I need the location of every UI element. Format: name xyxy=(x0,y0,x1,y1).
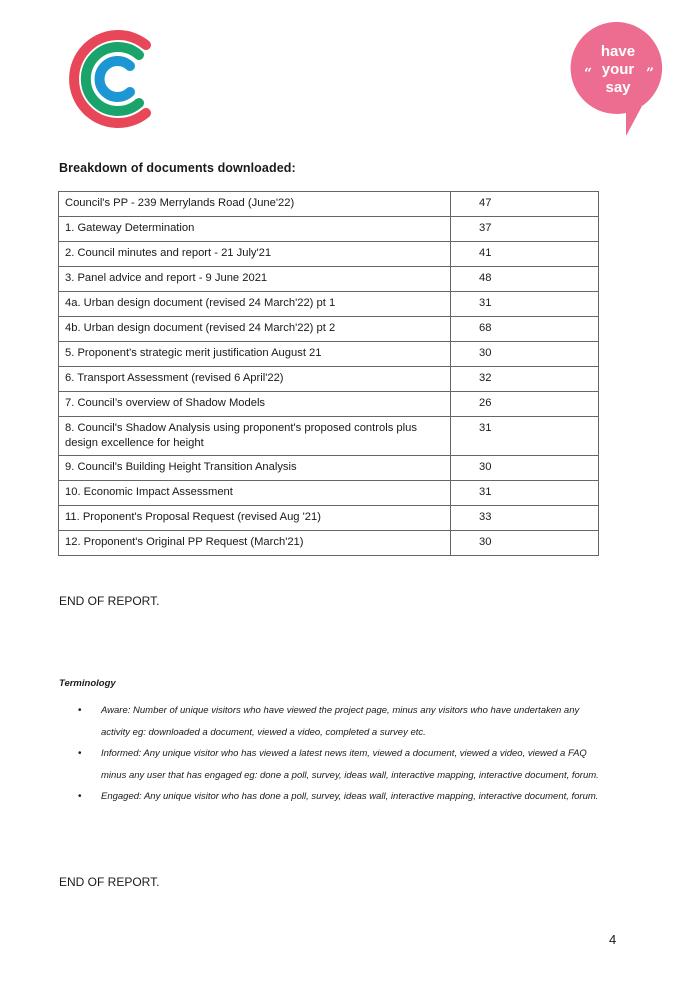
document-name-cell: Council's PP - 239 Merrylands Road (June'22) xyxy=(59,192,451,217)
download-count-cell: 68 xyxy=(451,317,599,342)
document-name-cell: 4b. Urban design document (revised 24 March'22) pt 2 xyxy=(59,317,451,342)
page-number: 4 xyxy=(609,932,617,947)
download-count-cell: 33 xyxy=(451,506,599,531)
table-row xyxy=(59,342,599,367)
document-name-cell: 6. Transport Assessment (revised 6 April'22) xyxy=(59,367,451,392)
download-count-cell: 47 xyxy=(451,192,599,217)
logo-text-say: say xyxy=(605,79,631,96)
table-row xyxy=(59,217,599,242)
download-count-cell: 32 xyxy=(451,367,599,392)
download-count-cell: 26 xyxy=(451,392,599,417)
terminology-item-text: Engaged: Any unique visitor who has done a poll, survey, ideas wall, interactive mapping, interactive document, forum. xyxy=(101,791,599,802)
table-row xyxy=(59,531,599,556)
bullet-icon: • xyxy=(78,705,82,716)
table-row xyxy=(59,267,599,292)
document-name-cell: 10. Economic Impact Assessment xyxy=(59,481,451,506)
svg-text:“: “ xyxy=(584,66,593,82)
download-count-cell: 31 xyxy=(451,292,599,317)
svg-text:”: ” xyxy=(646,66,655,82)
document-name-cell: 9. Council's Building Height Transition Analysis xyxy=(59,456,451,481)
council-c-logo-icon xyxy=(62,29,154,129)
download-count-cell: 48 xyxy=(451,267,599,292)
document-name-cell: 11. Proponent's Proposal Request (revised Aug '21) xyxy=(59,506,451,531)
terminology-item-aware xyxy=(78,700,608,743)
table-row xyxy=(59,506,599,531)
download-count-cell: 30 xyxy=(451,456,599,481)
table-row xyxy=(59,417,599,456)
logo-text-your: your xyxy=(601,61,635,78)
download-count-cell: 31 xyxy=(451,481,599,506)
table-row xyxy=(59,456,599,481)
download-count-cell: 30 xyxy=(451,531,599,556)
end-of-report-text: END OF REPORT. xyxy=(59,594,160,608)
document-name-cell: 1. Gateway Determination xyxy=(59,217,451,242)
terminology-item-text: Informed: Any unique visitor who has viewed a latest news item, viewed a document, viewed a video, viewed a FAQ minus any user that has engaged eg: done a poll, survey, ideas wall, interactive mapping, interactive document, forum. xyxy=(101,748,599,781)
terminology-item-informed xyxy=(78,743,608,786)
documents-table-body xyxy=(59,192,599,556)
table-row xyxy=(59,317,599,342)
document-name-cell: 8. Council's Shadow Analysis using proponent's proposed controls plus design excellence for height xyxy=(59,417,451,456)
document-name-cell: 5. Proponent's strategic merit justification August 21 xyxy=(59,342,451,367)
table-row xyxy=(59,367,599,392)
have-your-say-speech-bubble-icon xyxy=(568,18,668,140)
terminology-title: Terminology xyxy=(59,678,116,689)
download-count-cell: 30 xyxy=(451,342,599,367)
download-count-cell: 31 xyxy=(451,417,599,456)
table-row xyxy=(59,481,599,506)
terminology-list xyxy=(78,700,608,808)
download-count-cell: 37 xyxy=(451,217,599,242)
table-row xyxy=(59,192,599,217)
end-of-report-text-2: END OF REPORT. xyxy=(59,875,160,889)
table-row xyxy=(59,292,599,317)
table-row xyxy=(59,242,599,267)
terminology-item-text: Aware: Number of unique visitors who have viewed the project page, minus any visitors who have undertaken any activity eg: downloaded a document, viewed a video, completed a survey etc. xyxy=(101,705,580,738)
bullet-icon: • xyxy=(78,748,82,759)
bullet-icon: • xyxy=(78,791,82,802)
document-name-cell: 7. Council’s overview of Shadow Models xyxy=(59,392,451,417)
logo-text-have: have xyxy=(600,43,636,60)
terminology-item-engaged xyxy=(78,786,608,808)
document-name-cell: 12. Proponent's Original PP Request (March'21) xyxy=(59,531,451,556)
document-name-cell: 2. Council minutes and report - 21 July'21 xyxy=(59,242,451,267)
document-name-cell: 4a. Urban design document (revised 24 March'22) pt 1 xyxy=(59,292,451,317)
section-heading: Breakdown of documents downloaded: xyxy=(59,161,296,175)
documents-table xyxy=(58,191,599,556)
download-count-cell: 41 xyxy=(451,242,599,267)
table-row xyxy=(59,392,599,417)
document-name-cell: 3. Panel advice and report - 9 June 2021 xyxy=(59,267,451,292)
